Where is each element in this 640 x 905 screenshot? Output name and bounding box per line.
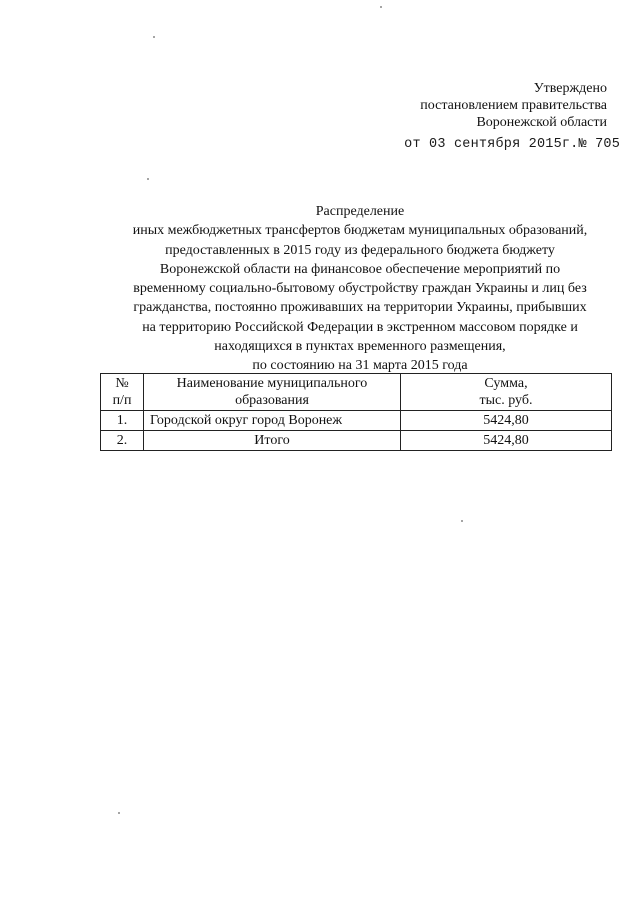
header-sum-line-1: Сумма, <box>484 376 528 391</box>
title-line: Распределение <box>315 204 405 219</box>
header-number-line-2: п/п <box>112 393 132 408</box>
table-row <box>101 431 612 451</box>
header-sum <box>401 374 612 411</box>
row-name: Итого <box>144 431 401 451</box>
row-sum: 5424,80 <box>401 411 612 431</box>
approval-line-3: Воронежской области <box>476 115 607 130</box>
scan-speck <box>380 6 382 8</box>
scan-speck <box>461 520 463 522</box>
title-line: на территорию Российской Федерации в экстренном массовом порядке и <box>142 319 578 335</box>
header-name-line-1: Наименование муниципального <box>176 376 368 391</box>
distribution-table <box>100 373 612 451</box>
row-number: 2. <box>101 431 144 451</box>
title-line: предоставленных в 2015 году из федерального бюджета бюджету <box>165 242 555 258</box>
title-line: иных межбюджетных трансфертов бюджетам муниципальных образований, <box>132 223 588 239</box>
table-header-row <box>101 374 612 411</box>
header-sum-line-2: тыс. руб. <box>479 393 533 408</box>
approval-block <box>420 80 607 131</box>
title-line: находящихся в пунктах временного размещения, <box>214 339 506 355</box>
header-number-line-1: № <box>115 376 129 391</box>
title-line: гражданства, постоянно проживавших на территории Украины, прибывших <box>133 300 587 316</box>
title-line: по состоянию на 31 марта 2015 года <box>252 358 468 374</box>
row-name: Городской округ город Воронеж <box>144 411 401 431</box>
table-row <box>101 411 612 431</box>
decree-stamp: от 03 сентября 2015г.№ 705 <box>404 137 620 152</box>
document-title <box>100 202 620 376</box>
header-name <box>144 374 401 411</box>
approval-line-2: постановлением правительства <box>420 98 607 113</box>
row-sum: 5424,80 <box>401 431 612 451</box>
header-number <box>101 374 144 411</box>
scan-speck <box>147 178 149 180</box>
title-line: Воронежской области на финансовое обеспечение мероприятий по <box>159 261 561 277</box>
title-line: временному социально-бытовому обустройству граждан Украины и лиц без <box>133 281 587 297</box>
row-number: 1. <box>101 411 144 431</box>
approval-line-1: Утверждено <box>533 81 607 96</box>
header-name-line-2: образования <box>235 393 309 408</box>
scan-speck <box>153 36 155 38</box>
scan-speck <box>118 812 120 814</box>
